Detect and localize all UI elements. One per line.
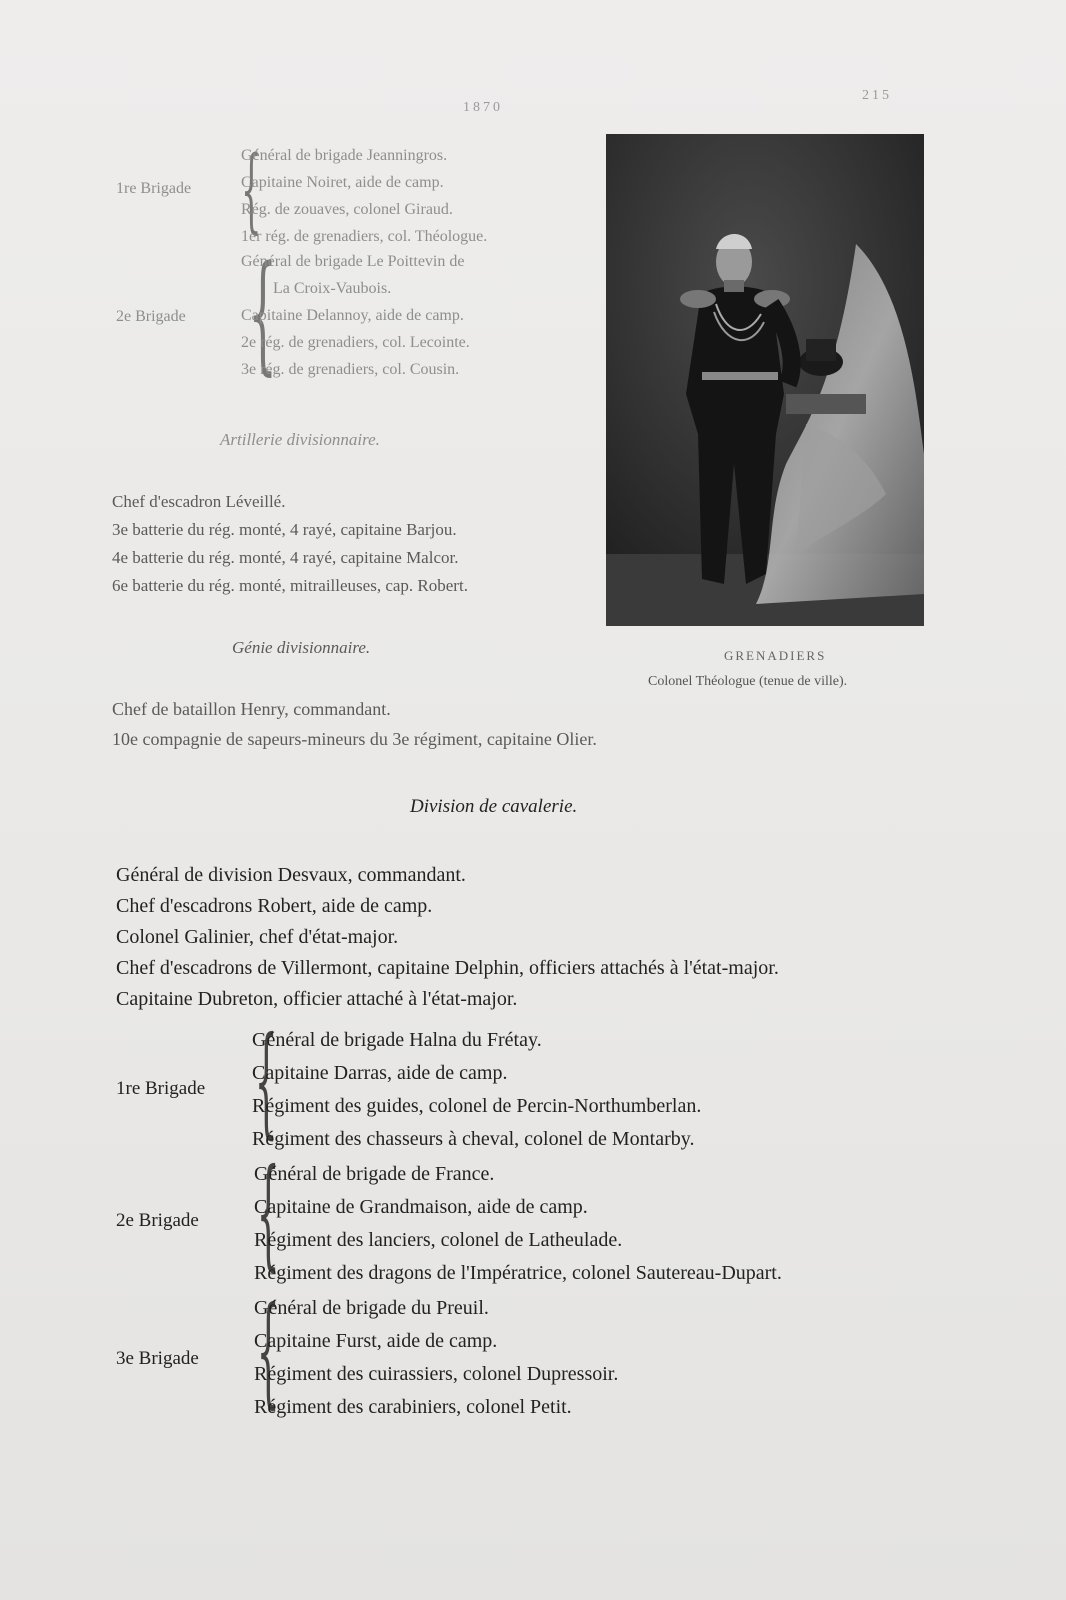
engineering-line: 10e compagnie de sapeurs-mineurs du 3e régiment, capitaine Olier. bbox=[112, 729, 597, 749]
cavalry-brigade-3-list bbox=[254, 1292, 618, 1424]
artillery-line: Chef d'escadron Léveillé. bbox=[112, 492, 286, 511]
brigade-2-line: 3e rég. de grenadiers, col. Cousin. bbox=[241, 361, 460, 378]
cavalry-brigade-2-line: Régiment des lanciers, colonel de Latheulade. bbox=[254, 1229, 623, 1251]
cavalry-staff-line: Chef d'escadrons de Villermont, capitaine Delphin, officiers attachés à l'état-major. bbox=[116, 957, 779, 979]
cavalry-brigade-2-line: Capitaine de Grandmaison, aide de camp. bbox=[254, 1196, 588, 1218]
cavalry-brigade-2-list bbox=[254, 1158, 782, 1290]
cavalry-brigade-1-line: Régiment des guides, colonel de Percin-Northumberlan. bbox=[252, 1095, 702, 1117]
page-number: 215 bbox=[862, 88, 892, 103]
artillery-line: 4e batterie du rég. monté, 4 rayé, capitaine Malcor. bbox=[112, 548, 459, 567]
cavalry-brigade-2-brace: { bbox=[256, 1144, 280, 1283]
artillery-line: 3e batterie du rég. monté, 4 rayé, capitaine Barjou. bbox=[112, 520, 457, 539]
brigade-1-line: 1er rég. de grenadiers, col. Théologue. bbox=[241, 228, 488, 245]
cavalry-brigade-1-label: 1re Brigade bbox=[116, 1078, 206, 1099]
cavalry-brigade-3-line: Capitaine Furst, aide de camp. bbox=[254, 1330, 498, 1352]
brigade-1-list bbox=[241, 136, 488, 250]
cavalry-brigade-1-line: Capitaine Darras, aide de camp. bbox=[252, 1062, 508, 1084]
running-header-year: 1870 bbox=[463, 100, 503, 115]
portrait-photograph bbox=[606, 134, 924, 626]
cavalry-brigade-3-label: 3e Brigade bbox=[116, 1348, 199, 1369]
brigade-1-line: Général de brigade Jeanningros. bbox=[241, 147, 448, 164]
engineering-heading: Génie divisionnaire. bbox=[232, 638, 371, 657]
cavalry-staff-line: Chef d'escadrons Robert, aide de camp. bbox=[116, 895, 433, 917]
photo-caption-subtitle: Colonel Théologue (tenue de ville). bbox=[648, 674, 848, 689]
artillery-heading: Artillerie divisionnaire. bbox=[220, 430, 380, 449]
cavalry-brigade-3-brace: { bbox=[256, 1282, 280, 1421]
cavalry-brigade-2-line: Général de brigade de France. bbox=[254, 1163, 495, 1185]
cavalry-brigade-3-line: Général de brigade du Preuil. bbox=[254, 1297, 489, 1319]
cavalry-brigade-2-label: 2e Brigade bbox=[116, 1210, 199, 1231]
brigade-2-line: Général de brigade Le Poittevin de bbox=[241, 253, 465, 270]
brigade-2-label: 2e Brigade bbox=[116, 308, 186, 325]
artillery-list bbox=[112, 488, 468, 600]
cavalry-staff-list bbox=[116, 860, 779, 1015]
engineering-line: Chef de bataillon Henry, commandant. bbox=[112, 699, 391, 719]
cavalry-brigade-1-brace: { bbox=[254, 1012, 278, 1151]
cavalry-brigade-3-line: Régiment des carabiniers, colonel Petit. bbox=[254, 1396, 572, 1418]
engineering-list bbox=[112, 694, 597, 754]
brigade-2-line: La Croix-Vaubois. bbox=[273, 280, 392, 297]
cavalry-brigade-1-line: Général de brigade Halna du Frétay. bbox=[252, 1029, 542, 1051]
brigade-2-line: 2e rég. de grenadiers, col. Lecointe. bbox=[241, 334, 470, 351]
brigade-1-line: Rég. de zouaves, colonel Giraud. bbox=[241, 201, 453, 218]
cavalry-brigade-2-line: Régiment des dragons de l'Impératrice, colonel Sautereau-Dupart. bbox=[254, 1262, 782, 1284]
cavalry-brigade-1-line: Régiment des chasseurs à cheval, colonel de Montarby. bbox=[252, 1128, 695, 1150]
cavalry-staff-line: Capitaine Dubreton, officier attaché à l'état-major. bbox=[116, 988, 518, 1010]
brigade-2-list bbox=[241, 239, 470, 388]
brigade-2-brace: { bbox=[248, 239, 277, 388]
brigade-2-line: Capitaine Delannoy, aide de camp. bbox=[241, 307, 464, 324]
brigade-1-label: 1re Brigade bbox=[116, 180, 192, 197]
cavalry-staff-line: Général de division Desvaux, commandant. bbox=[116, 864, 466, 886]
brigade-1-line: Capitaine Noiret, aide de camp. bbox=[241, 174, 444, 191]
brigade-1-brace: { bbox=[241, 136, 262, 243]
cavalry-staff-line: Colonel Galinier, chef d'état-major. bbox=[116, 926, 399, 948]
cavalry-heading: Division de cavalerie. bbox=[410, 796, 578, 817]
photo-caption-title: GRENADIERS bbox=[724, 648, 827, 663]
artillery-line: 6e batterie du rég. monté, mitrailleuses, cap. Robert. bbox=[112, 576, 468, 595]
cavalry-brigade-3-line: Régiment des cuirassiers, colonel Dupressoir. bbox=[254, 1363, 619, 1385]
cavalry-brigade-1-list bbox=[252, 1024, 701, 1156]
